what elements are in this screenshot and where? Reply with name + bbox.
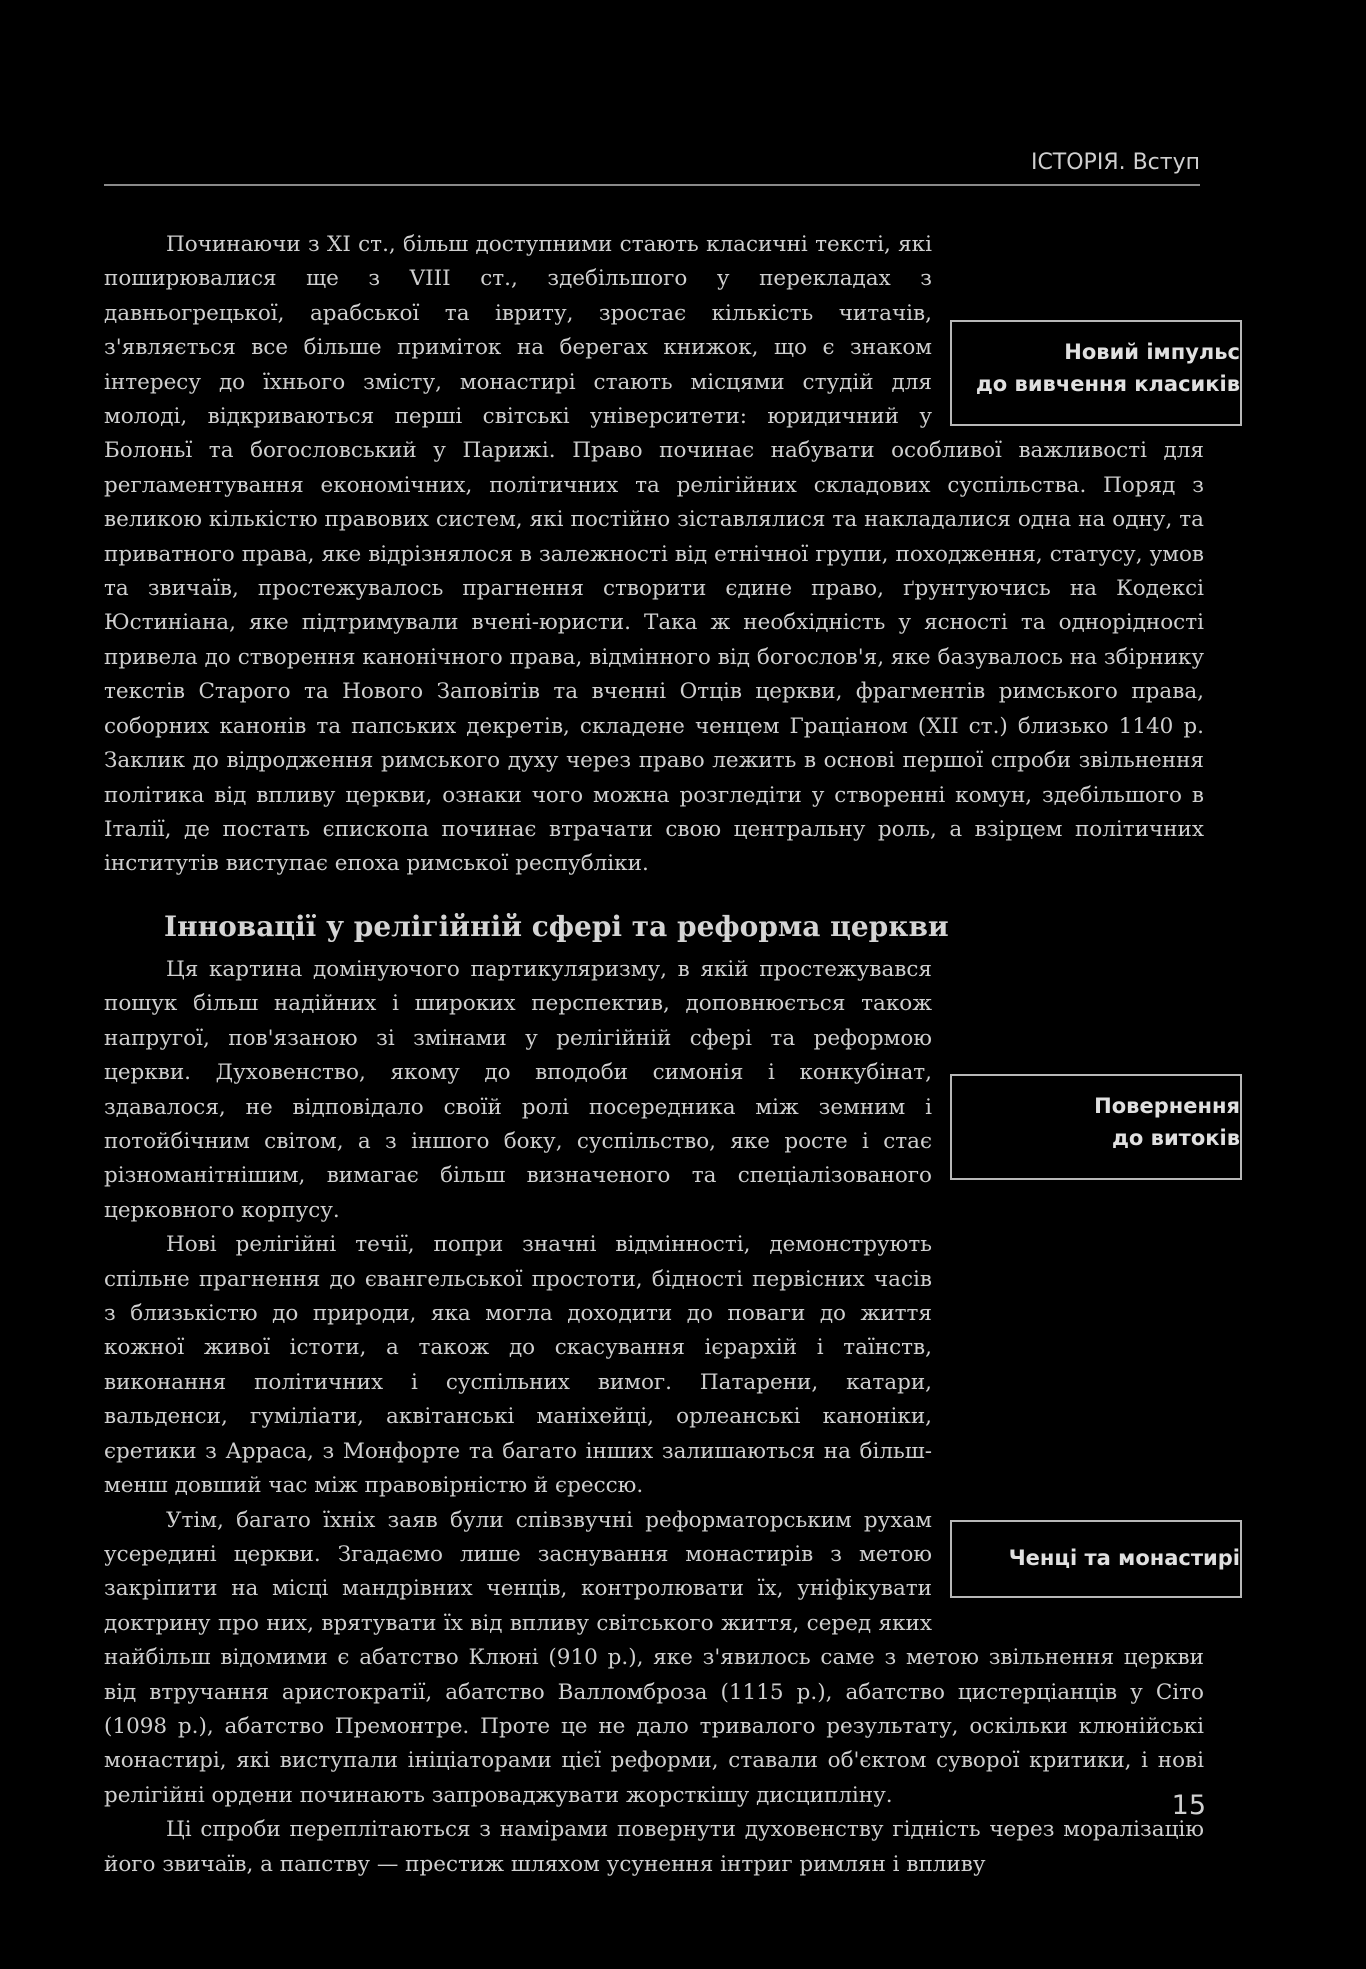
paragraph: Нові релігійні течії, попри значні відмінності, демонструють спільне прагнення до євангельської простоти, бідності первісних часів з близькістю до природи, яка могла доходити до поваги до життя кожної живої істоти, а також до скасування ієрархій і таїнств, виконання політичних і суспільних вимог. Патарени, катари, вальденси, гуміліати, аквітанські маніхейці, орлеанські каноніки, єретики з Арраса, з Монфорте та багато інших залишаються на більш-менш довший час між правовірністю й єрессю. bbox=[104, 1232, 932, 1499]
running-title: ІСТОРІЯ. Вступ bbox=[1030, 150, 1200, 175]
margin-note-classics bbox=[950, 320, 1242, 426]
page-number: 15 bbox=[1171, 1790, 1206, 1821]
paragraph: Ця картина домінуючого партикуляризму, в якій простежувався пошук більш надійних і широких перспектив, доповнюється також напругої, пов'язаною зі змінами у релігійній сфері та реформою церкви. Духовенство, якому до вподоби симонія і конкубінат, здавалося, не відповідало своїй ролі посередника між земним і потойбічним світом, а з іншого боку, суспільство, яке росте і стає різноманітнішим, вимагає більш визначеного та спеціалізованого церковного корпусу. bbox=[104, 957, 932, 1223]
margin-note-line: Повернення bbox=[1094, 1094, 1240, 1118]
section-heading: Інновації у релігійній сфері та реформа церкви bbox=[164, 910, 949, 943]
paragraph: Ці спроби переплітаються з намірами повернути духовенству гідність через моралізацію його звичаїв, а папству — престиж шляхом усунення інтриг римлян і впливу bbox=[104, 1817, 1204, 1877]
running-header bbox=[104, 146, 1200, 186]
margin-note-line: до витоків bbox=[1111, 1126, 1240, 1150]
margin-note-origins bbox=[950, 1074, 1242, 1180]
paragraph: Починаючи з XI ст., більш доступними стають класичні тексті, які поширювалися ще з VIII ст., здебільшого у перекладах з давньогрецької, арабської та івриту, зростає кількість читачів, з'являється все більше приміток на берегах книжок, що є знаком інтересу до їхнього змісту, монастирі стають місцями студій для молоді, відкриваються перші світські університети: юридичний у Болоньї та богословський у Парижі. Право починає набувати особливої важливості для регламентування економічних, політичних та релігійних складових суспільства. Поряд з великою кількістю правових систем, які постійно зіставлялися та накладалися одна на одну, та приватного права, яке відрізнялося в залежності від етнічної групи, походження, статусу, умов та звичаїв, простежувалось прагнення створити єдине право, ґрунтуючись на Кодексі Юстиніана, яке підтримували вчені-юристи. Така ж необхідність у ясності та одноріднoсті привела до створення канонічного права, відмінного від богослов'я, яке базувалось на збірнику текстів Старого та Нового Заповітів та вченні Отців церкви, фрагментів римського права, соборних канонів та папських декретів, складене ченцем Граціаном (XII ст.) близько 1140 р. Заклик до відродження римського духу через право лежить в основі першої спроби звільнення політика від впливу церкви, ознаки чого можна розгледіти у створенні комун, здебільшого в Італії, де постать єпископа починає втрачати свою центральну роль, а взірцем політичних інститутів виступає епоха римської республіки. bbox=[104, 232, 1204, 877]
margin-note-line: Новий імпульс bbox=[1064, 340, 1240, 364]
paragraph: Утім, багато їхніх заяв були співзвучні реформаторським рухам усередині церкви. Згадаємо лише заснування монастирів з метою закріпити на місці мандрівних ченців, контролювати їх, уніфікувати доктрину про них, врятувати їх від впливу світського життя, серед яких найбільш відомими є абатство Клюні (910 р.), яке з'явилось саме з метою звільнення церкви від втручання аристократії, абатство Валломброза (1115 р.), абатство цистерціанців у Сіто (1098 р.), абатство Премонтре. Проте це не дало тривалого результату, оскільки клюнійські монастирі, які виступали ініціаторами цієї реформи, ставали об'єктом суворої критики, і нові релігійні ордени починають запроваджувати жорсткішу дисципліну. bbox=[104, 1507, 1204, 1808]
margin-note-line: до вивчення класиків bbox=[975, 372, 1240, 396]
margin-note-line: Ченці та монастирі bbox=[1008, 1546, 1240, 1570]
margin-note-monks bbox=[950, 1520, 1242, 1598]
